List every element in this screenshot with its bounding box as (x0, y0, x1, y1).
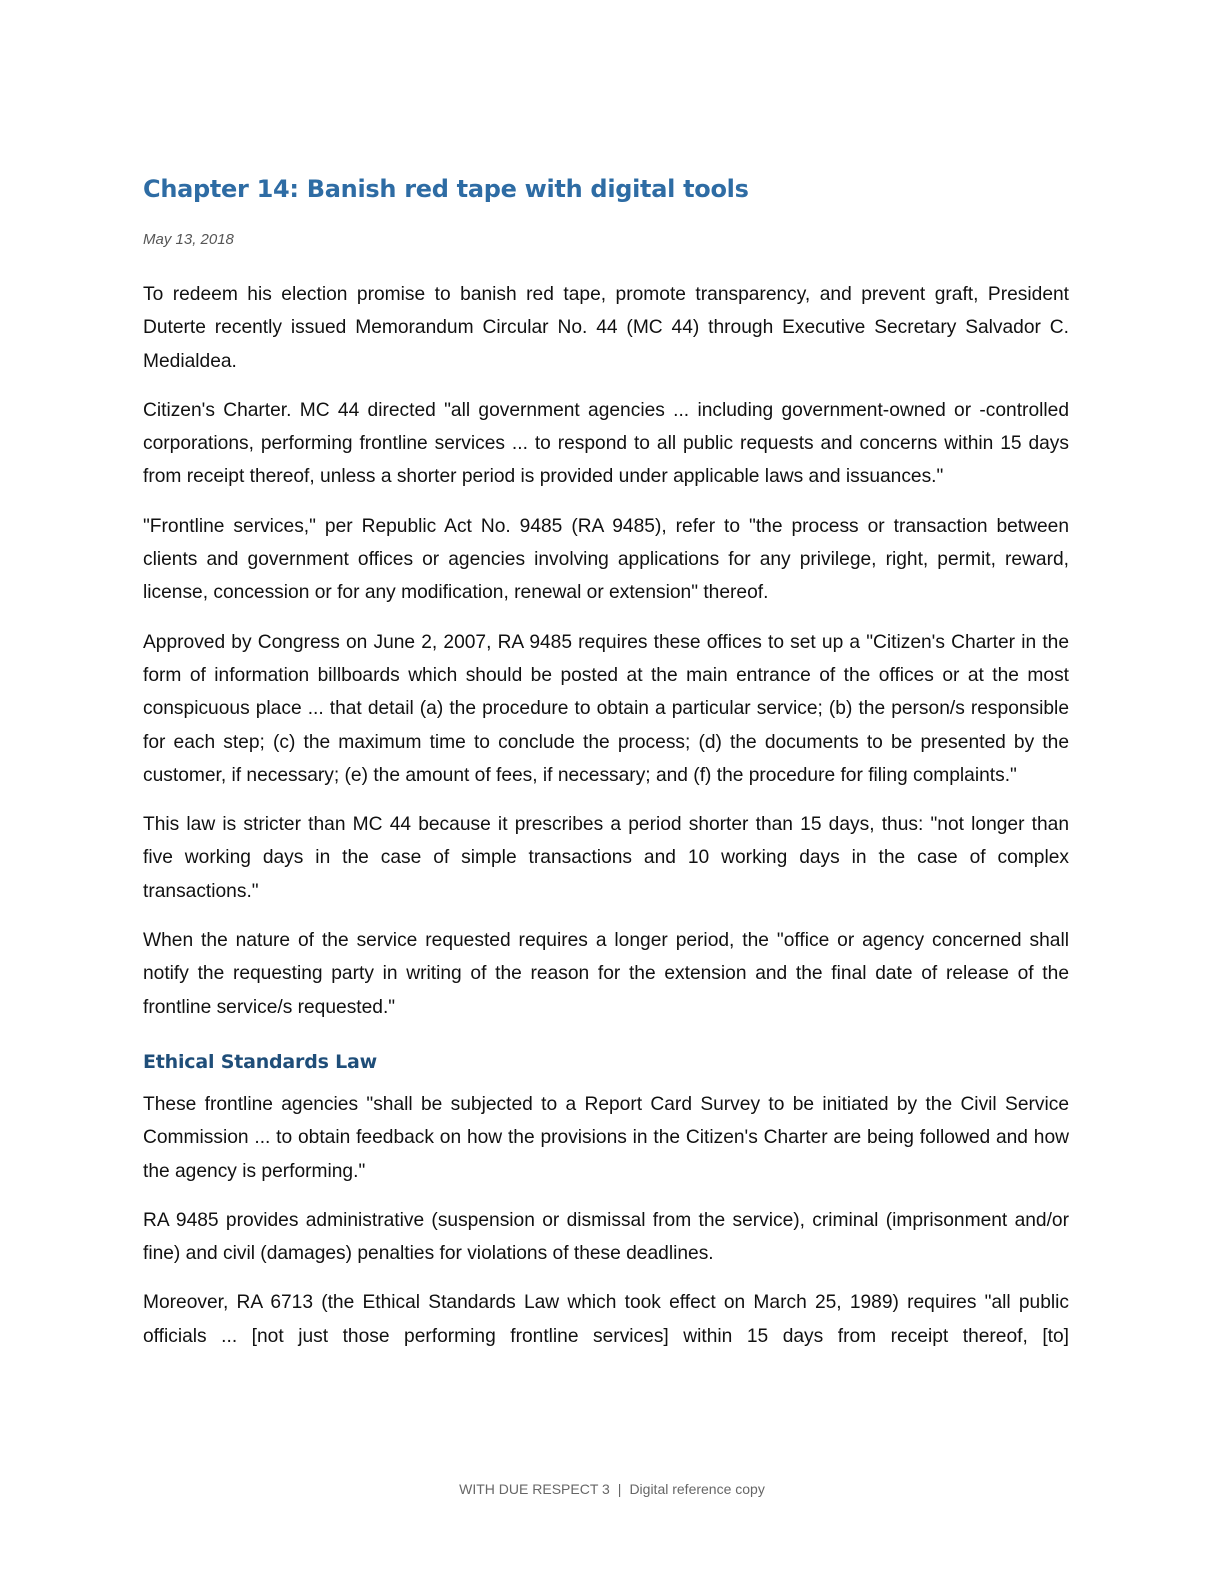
footer-label: Digital reference copy (629, 1481, 765, 1497)
footer-separator: | (617, 1481, 622, 1497)
paragraph: Approved by Congress on June 2, 2007, RA 9485 requires these offices to set up a "Citizen's Charter in the form of information billboards which should be posted at the main entrance of the offices or at the most conspicuous place ... that detail (a) the procedure to obtain a particular service; (b) the person/s responsible for each step; (c) the maximum time to conclude the process; (d) the documents to be presented by the customer, if necessary; (e) the amount of fees, if necessary; and (f) the procedure for filing complaints." (143, 631, 1069, 786)
paragraph: Moreover, RA 6713 (the Ethical Standards Law which took effect on March 25, 1989) requires "all public officials ... [not just those performing frontline services] within 15 days from receipt thereof, [to] (143, 1292, 1069, 1347)
document-page (143, 170, 1069, 1353)
paragraph: This law is stricter than MC 44 because it prescribes a period shorter than 15 days, thus: "not longer than five working days in the case of simple transactions and 10 working days in the case of complex transactions." (143, 814, 1069, 902)
section-body (143, 1088, 1069, 1353)
article-body (143, 278, 1069, 1024)
section-heading: Ethical Standards Law (143, 1050, 378, 1073)
chapter-title: Chapter 14: Banish red tape with digital tools (143, 175, 749, 203)
publication-date: May 13, 2018 (143, 231, 234, 248)
page-footer (0, 1480, 1224, 1498)
paragraph: RA 9485 provides administrative (suspension or dismissal from the service), criminal (imprisonment and/or fine) and civil (damages) penalties for violations of these deadlines. (143, 1209, 1069, 1265)
paragraph: To redeem his election promise to banish red tape, promote transparency, and prevent graft, President Duterte recently issued Memorandum Circular No. 44 (MC 44) through Executive Secretary Salvador C. Medialdea. (143, 284, 1069, 372)
footer-book-title: WITH DUE RESPECT 3 (459, 1481, 610, 1497)
paragraph: When the nature of the service requested requires a longer period, the "office or agency concerned shall notify the requesting party in writing of the reason for the extension and the final date of release of the frontline service/s requested." (143, 930, 1069, 1018)
paragraph: Citizen's Charter. MC 44 directed "all government agencies ... including government-owned or -controlled corporations, performing frontline services ... to respond to all public requests and concerns within 15 days from receipt thereof, unless a shorter period is provided under applicable laws and issuances." (143, 399, 1069, 488)
paragraph: These frontline agencies "shall be subjected to a Report Card Survey to be initiated by the Civil Service Commission ... to obtain feedback on how the provisions in the Citizen's Charter are being followed and how the agency is performing." (143, 1093, 1069, 1182)
paragraph: "Frontline services," per Republic Act No. 9485 (RA 9485), refer to "the process or transaction between clients and government offices or agencies involving applications for any privilege, right, permit, reward, license, concession or for any modification, renewal or extension" thereof. (143, 515, 1069, 604)
